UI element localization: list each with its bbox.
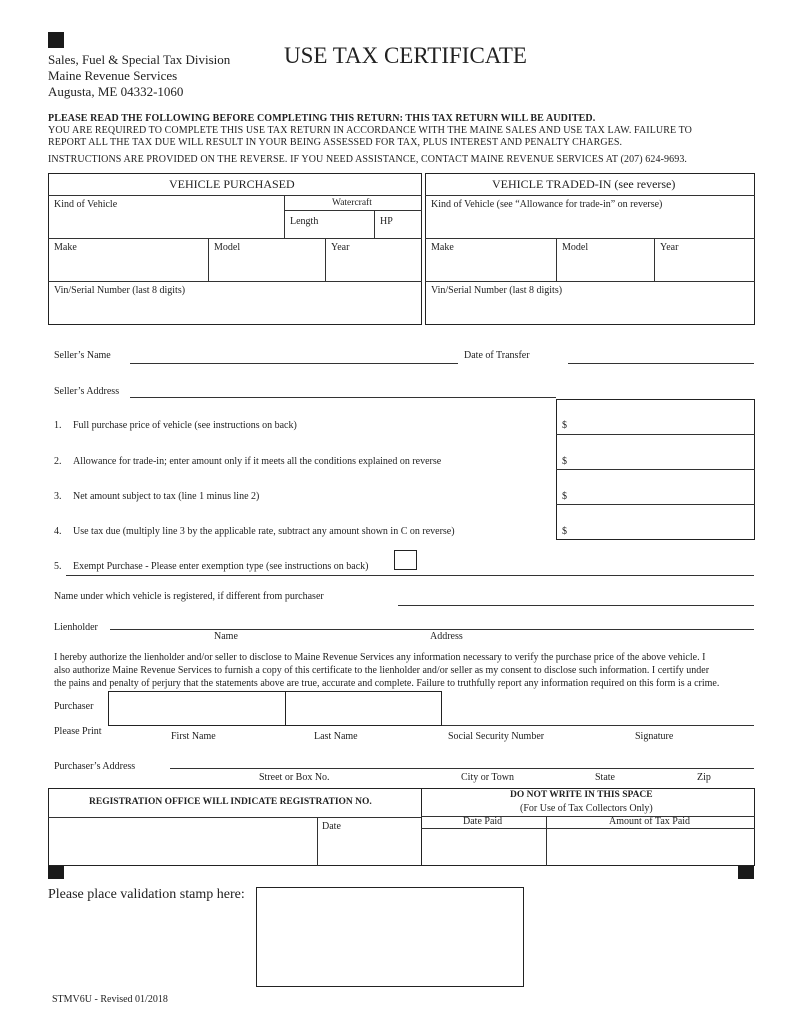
ssn-caption: Social Security Number xyxy=(448,731,545,742)
notice-line-4: INSTRUCTIONS ARE PROVIDED ON THE REVERSE. IF YOU NEED ASSISTANCE, CONTACT MAINE REVENUE SERVICES AT (207) 624-9693. xyxy=(48,154,688,165)
line-5-text: Exempt Purchase - Please enter exemption type (see instructions on back) xyxy=(73,561,369,572)
agency-city: Augusta, ME 04332-1060 xyxy=(48,84,184,99)
purchaser-last-name-field[interactable] xyxy=(285,691,442,726)
line-3-number: 3. xyxy=(54,491,62,502)
purchaser-label: Purchaser xyxy=(54,701,94,712)
vt-model-label[interactable]: Model xyxy=(562,242,589,253)
vt-make-label[interactable]: Make xyxy=(431,242,454,253)
page-title: USE TAX CERTIFICATE xyxy=(284,43,527,68)
vehicle-traded-heading: VEHICLE TRADED-IN (see reverse) xyxy=(492,177,676,191)
lienholder-label: Lienholder xyxy=(54,622,98,633)
authorization-line-3: the pains and penalty of perjury that the statements above are true, accurate and complete. Failure to truthfully report any information required on this form is a crime. xyxy=(54,678,720,689)
seller-address-label: Seller’s Address xyxy=(54,386,120,397)
registered-name-field[interactable] xyxy=(398,605,754,606)
vp-kind-label[interactable]: Kind of Vehicle xyxy=(54,199,118,210)
line-1-number: 1. xyxy=(54,420,62,431)
line-1-text: Full purchase price of vehicle (see instructions on back) xyxy=(73,420,297,431)
exempt-checkbox[interactable] xyxy=(394,550,417,570)
agency-name: Maine Revenue Services xyxy=(48,68,178,83)
tax-collectors-note: (For Use of Tax Collectors Only) xyxy=(520,803,653,814)
stamp-label: Please place validation stamp here: xyxy=(48,887,245,902)
notice-line-2: YOU ARE REQUIRED TO COMPLETE THIS USE TAX RETURN IN ACCORDANCE WITH THE MAINE SALES AND USE TAX LAW. FAILURE TO xyxy=(48,125,692,136)
line-1-amount-field[interactable]: $ xyxy=(562,420,567,431)
registration-mark-bottom-left xyxy=(48,865,64,879)
lienholder-field[interactable] xyxy=(110,629,754,630)
vp-vin-label[interactable]: Vin/Serial Number (last 8 digits) xyxy=(54,285,186,296)
vp-watercraft-label: Watercraft xyxy=(332,198,372,208)
last-name-caption: Last Name xyxy=(314,731,358,742)
vt-kind-label[interactable]: Kind of Vehicle (see “Allowance for trade-in” on reverse) xyxy=(431,199,663,210)
line-4-amount-field[interactable]: $ xyxy=(562,526,567,537)
purchaser-ssn-signature-field[interactable] xyxy=(442,725,754,726)
vp-year-label[interactable]: Year xyxy=(331,242,350,253)
purchaser-address-field[interactable] xyxy=(170,768,754,769)
form-id: STMV6U - Revised 01/2018 xyxy=(52,994,168,1005)
state-caption: State xyxy=(595,772,615,783)
zip-caption: Zip xyxy=(697,772,711,783)
vt-year-label[interactable]: Year xyxy=(660,242,679,253)
line-3-text: Net amount subject to tax (line 1 minus line 2) xyxy=(73,491,260,502)
line-4-text: Use tax due (multiply line 3 by the applicable rate, subtract any amount shown in C on reverse) xyxy=(73,526,455,537)
lienholder-name-caption: Name xyxy=(214,631,238,642)
street-caption: Street or Box No. xyxy=(259,772,330,783)
authorization-line-1: I hereby authorize the lienholder and/or seller to disclose to Maine Revenue Services any information necessary to verify the purchase price of the above vehicle. I xyxy=(54,652,706,663)
authorization-line-2: also authorize Maine Revenue Services to furnish a copy of this certificate to the lienholder and/or seller as my consent to disclose such information. I certify under xyxy=(54,665,710,676)
vp-hp-label[interactable]: HP xyxy=(380,216,393,227)
registration-date-label[interactable]: Date xyxy=(322,821,341,832)
notice-line-3: REPORT ALL THE TAX DUE WILL RESULT IN YOUR BEING ASSESSED FOR TAX, PLUS INTEREST AND PENALTY CHARGES. xyxy=(48,137,623,148)
vp-model-label[interactable]: Model xyxy=(214,242,241,253)
registration-mark-bottom-right xyxy=(738,865,754,879)
purchaser-address-label: Purchaser’s Address xyxy=(54,761,136,772)
purchaser-first-name-field[interactable] xyxy=(108,691,286,726)
date-of-transfer-label: Date of Transfer xyxy=(464,350,530,361)
signature-caption: Signature xyxy=(635,731,674,742)
exempt-type-field[interactable] xyxy=(66,575,754,576)
line-2-text: Allowance for trade-in; enter amount only if it meets all the conditions explained on reverse xyxy=(73,456,442,467)
vp-make-label[interactable]: Make xyxy=(54,242,77,253)
validation-stamp-box xyxy=(256,887,524,987)
amount-paid-label: Amount of Tax Paid xyxy=(609,816,691,827)
vehicle-purchased-heading: VEHICLE PURCHASED xyxy=(169,177,295,191)
do-not-write-heading: DO NOT WRITE IN THIS SPACE xyxy=(510,790,653,800)
lienholder-address-caption: Address xyxy=(430,631,463,642)
line-2-amount-field[interactable]: $ xyxy=(562,456,567,467)
registration-heading: REGISTRATION OFFICE WILL INDICATE REGISTRATION NO. xyxy=(89,797,372,807)
seller-name-field[interactable] xyxy=(130,363,458,364)
date-paid-label: Date Paid xyxy=(463,816,503,827)
registered-name-label: Name under which vehicle is registered, if different from purchaser xyxy=(54,591,324,602)
vt-vin-label[interactable]: Vin/Serial Number (last 8 digits) xyxy=(431,285,563,296)
seller-address-field[interactable] xyxy=(130,397,556,398)
line-3-amount-field[interactable]: $ xyxy=(562,491,567,502)
please-print-label: Please Print xyxy=(54,726,102,737)
division-name: Sales, Fuel & Special Tax Division xyxy=(48,52,231,67)
vp-length-label[interactable]: Length xyxy=(290,216,319,227)
date-of-transfer-field[interactable] xyxy=(568,363,754,364)
line-2-number: 2. xyxy=(54,456,62,467)
city-caption: City or Town xyxy=(461,772,515,783)
first-name-caption: First Name xyxy=(171,731,216,742)
seller-name-label: Seller’s Name xyxy=(54,350,111,361)
line-5-number: 5. xyxy=(54,561,62,572)
line-4-number: 4. xyxy=(54,526,62,537)
notice-line-1: PLEASE READ THE FOLLOWING BEFORE COMPLETING THIS RETURN: THIS TAX RETURN WILL BE AUDITED. xyxy=(48,113,596,124)
registration-mark-top xyxy=(48,32,64,48)
